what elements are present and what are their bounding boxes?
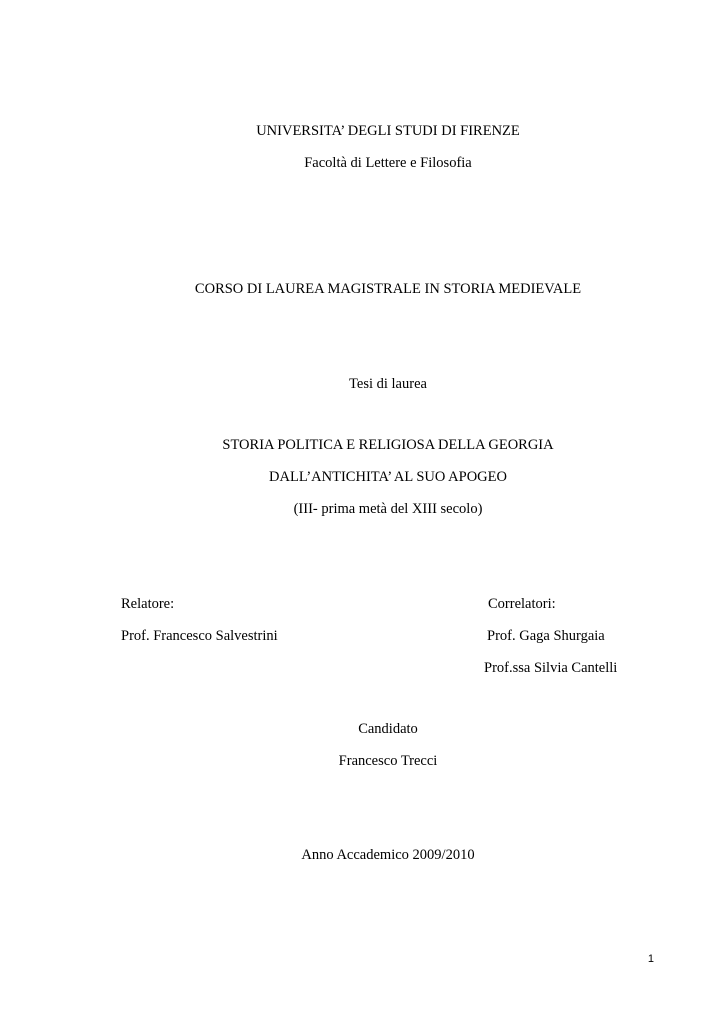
thesis-title-line1: STORIA POLITICA E RELIGIOSA DELLA GEORGIA	[222, 437, 554, 453]
relatore-label: Relatore:	[121, 596, 175, 612]
thesis-title-line2: DALL’ANTICHITA’ AL SUO APOGEO	[269, 469, 507, 485]
correlatori-label: Correlatori:	[488, 596, 556, 612]
page-number: 1	[647, 953, 654, 965]
correlatore-name: Prof.ssa Silvia Cantelli	[484, 660, 618, 676]
faculty-name: Facoltà di Lettere e Filosofia	[304, 155, 472, 171]
academic-year: Anno Accademico 2009/2010	[301, 847, 475, 863]
candidate-label: Candidato	[358, 721, 418, 737]
relatore-name: Prof. Francesco Salvestrini	[121, 628, 278, 644]
correlatore-name: Prof. Gaga Shurgaia	[487, 628, 605, 644]
university-name: UNIVERSITA’ DEGLI STUDI DI FIRENZE	[256, 123, 520, 139]
thesis-type: Tesi di laurea	[349, 376, 427, 392]
course-name: CORSO DI LAUREA MAGISTRALE IN STORIA MEDIEVALE	[194, 281, 582, 297]
candidate-name: Francesco Trecci	[338, 753, 438, 769]
thesis-subtitle: (III- prima metà del XIII secolo)	[293, 501, 483, 517]
